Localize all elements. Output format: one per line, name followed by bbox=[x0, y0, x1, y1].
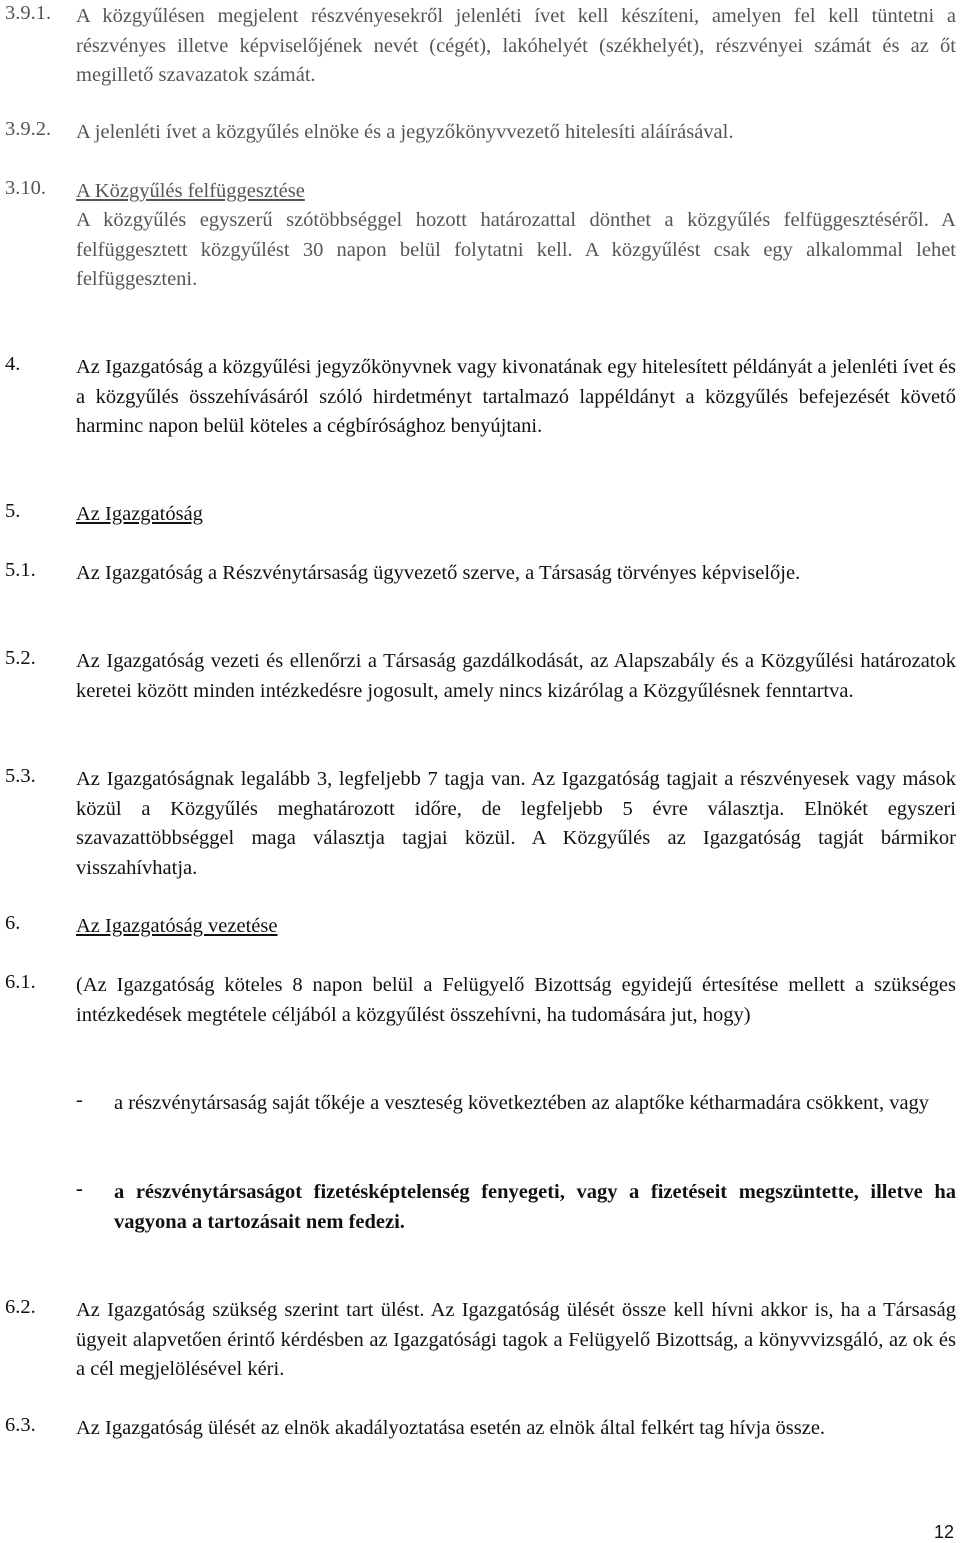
section-text: A közgyűlésen megjelent részvényesekről jelenléti ívet kell készíteni, amelyen fel kell tüntetni a részvényes illetve képviselőjének nevét (cégét), lakóhelyét (székhelyét), részvényei számát és az őt megillető szavazatok számát. bbox=[76, 5, 956, 86]
section-number: 5. bbox=[5, 500, 21, 522]
section-number: 6.1. bbox=[5, 971, 36, 993]
section-text: Az Igazgatóság a Részvénytársaság ügyvezető szerve, a Társaság törvényes képviselője. bbox=[76, 562, 801, 584]
section-number: 6. bbox=[5, 912, 21, 934]
section-number: 5.3. bbox=[5, 765, 36, 787]
section-heading: Az Igazgatóság bbox=[76, 503, 203, 525]
section-text: Az Igazgatóságnak legalább 3, legfeljebb 7 tagja van. Az Igazgatóság tagjait a részvényesek vagy mások közül a Közgyűlés meghatározott időre, de legfeljebb 5 évre választja. Elnökét egyszeri szavazattöbbséggel maga választja tagjai közül. A Közgyűlés az Igazgatóság tagját bármikor visszahívhatja. bbox=[76, 768, 956, 879]
section-number: 5.1. bbox=[5, 559, 36, 581]
section-text: Az Igazgatóság szükség szerint tart ülést. Az Igazgatóság ülését össze kell hívni akkor is, ha a Társaság ügyeit alapvetően érintő kérdésben az Igazgatósági tagok a Felügyelő Bizottság, a könyvvizsgáló, az ok és a cél megjelölésével kéri. bbox=[76, 1299, 956, 1380]
section-text: (Az Igazgatóság köteles 8 napon belül a Felügyelő Bizottság egyidejű értesítése mellett a szükséges intézkedések megtétele céljából a közgyűlést összehívni, ha tudomására jut, hogy) bbox=[76, 974, 956, 1026]
section-number: 5.2. bbox=[5, 647, 36, 669]
list-dash: - bbox=[76, 1089, 83, 1111]
section-text: A jelenléti ívet a közgyűlés elnöke és a jegyzőkönyvvezető hitelesíti aláírásával. bbox=[76, 121, 734, 143]
section-text: A közgyűlés egyszerű szótöbbséggel hozott határozattal dönthet a közgyűlés felfüggesztéséről. A felfüggesztett közgyűlést 30 napon belül folytatni kell. A közgyűlést csak egy alkalommal lehet felfüggeszteni. bbox=[76, 209, 956, 290]
section-heading: A Közgyűlés felfüggesztése bbox=[76, 180, 305, 202]
section-heading: Az Igazgatóság vezetése bbox=[76, 915, 278, 937]
list-dash: - bbox=[76, 1178, 83, 1200]
section-text: Az Igazgatóság a közgyűlési jegyzőkönyvnek vagy kivonatának egy hitelesített példányát a jelenléti ívet és a közgyűlés összehívásáról szóló hirdetményt tartalmazó lappéldányt a közgyűlés befejezését követő harminc napon belül köteles a cégbírósághoz benyújtani. bbox=[76, 356, 956, 437]
section-number: 6.3. bbox=[5, 1414, 36, 1436]
section-number: 6.2. bbox=[5, 1296, 36, 1318]
list-item-text: a részvénytársaságot fizetésképtelenség fenyegeti, vagy a fizetéseit megszüntette, illetve ha vagyona a tartozásait nem fedezi. bbox=[114, 1181, 956, 1233]
section-number: 3.9.2. bbox=[5, 118, 52, 140]
section-number: 3.9.1. bbox=[5, 2, 52, 24]
section-text: Az Igazgatóság ülését az elnök akadályoztatása esetén az elnök által felkért tag hívja össze. bbox=[76, 1417, 826, 1439]
section-text: Az Igazgatóság vezeti és ellenőrzi a Társaság gazdálkodását, az Alapszabály és a Közgyűlési határozatok keretei között minden intézkedésre jogosult, amely nincs kizárólag a Közgyűlésnek fenntartva. bbox=[76, 650, 956, 702]
section-number: 3.10. bbox=[5, 177, 46, 199]
list-item-text: a részvénytársaság saját tőkéje a veszteség következtében az alaptőke kétharmadára csökkent, vagy bbox=[114, 1092, 930, 1114]
page-number: 12 bbox=[933, 1522, 954, 1542]
section-number: 4. bbox=[5, 353, 21, 375]
